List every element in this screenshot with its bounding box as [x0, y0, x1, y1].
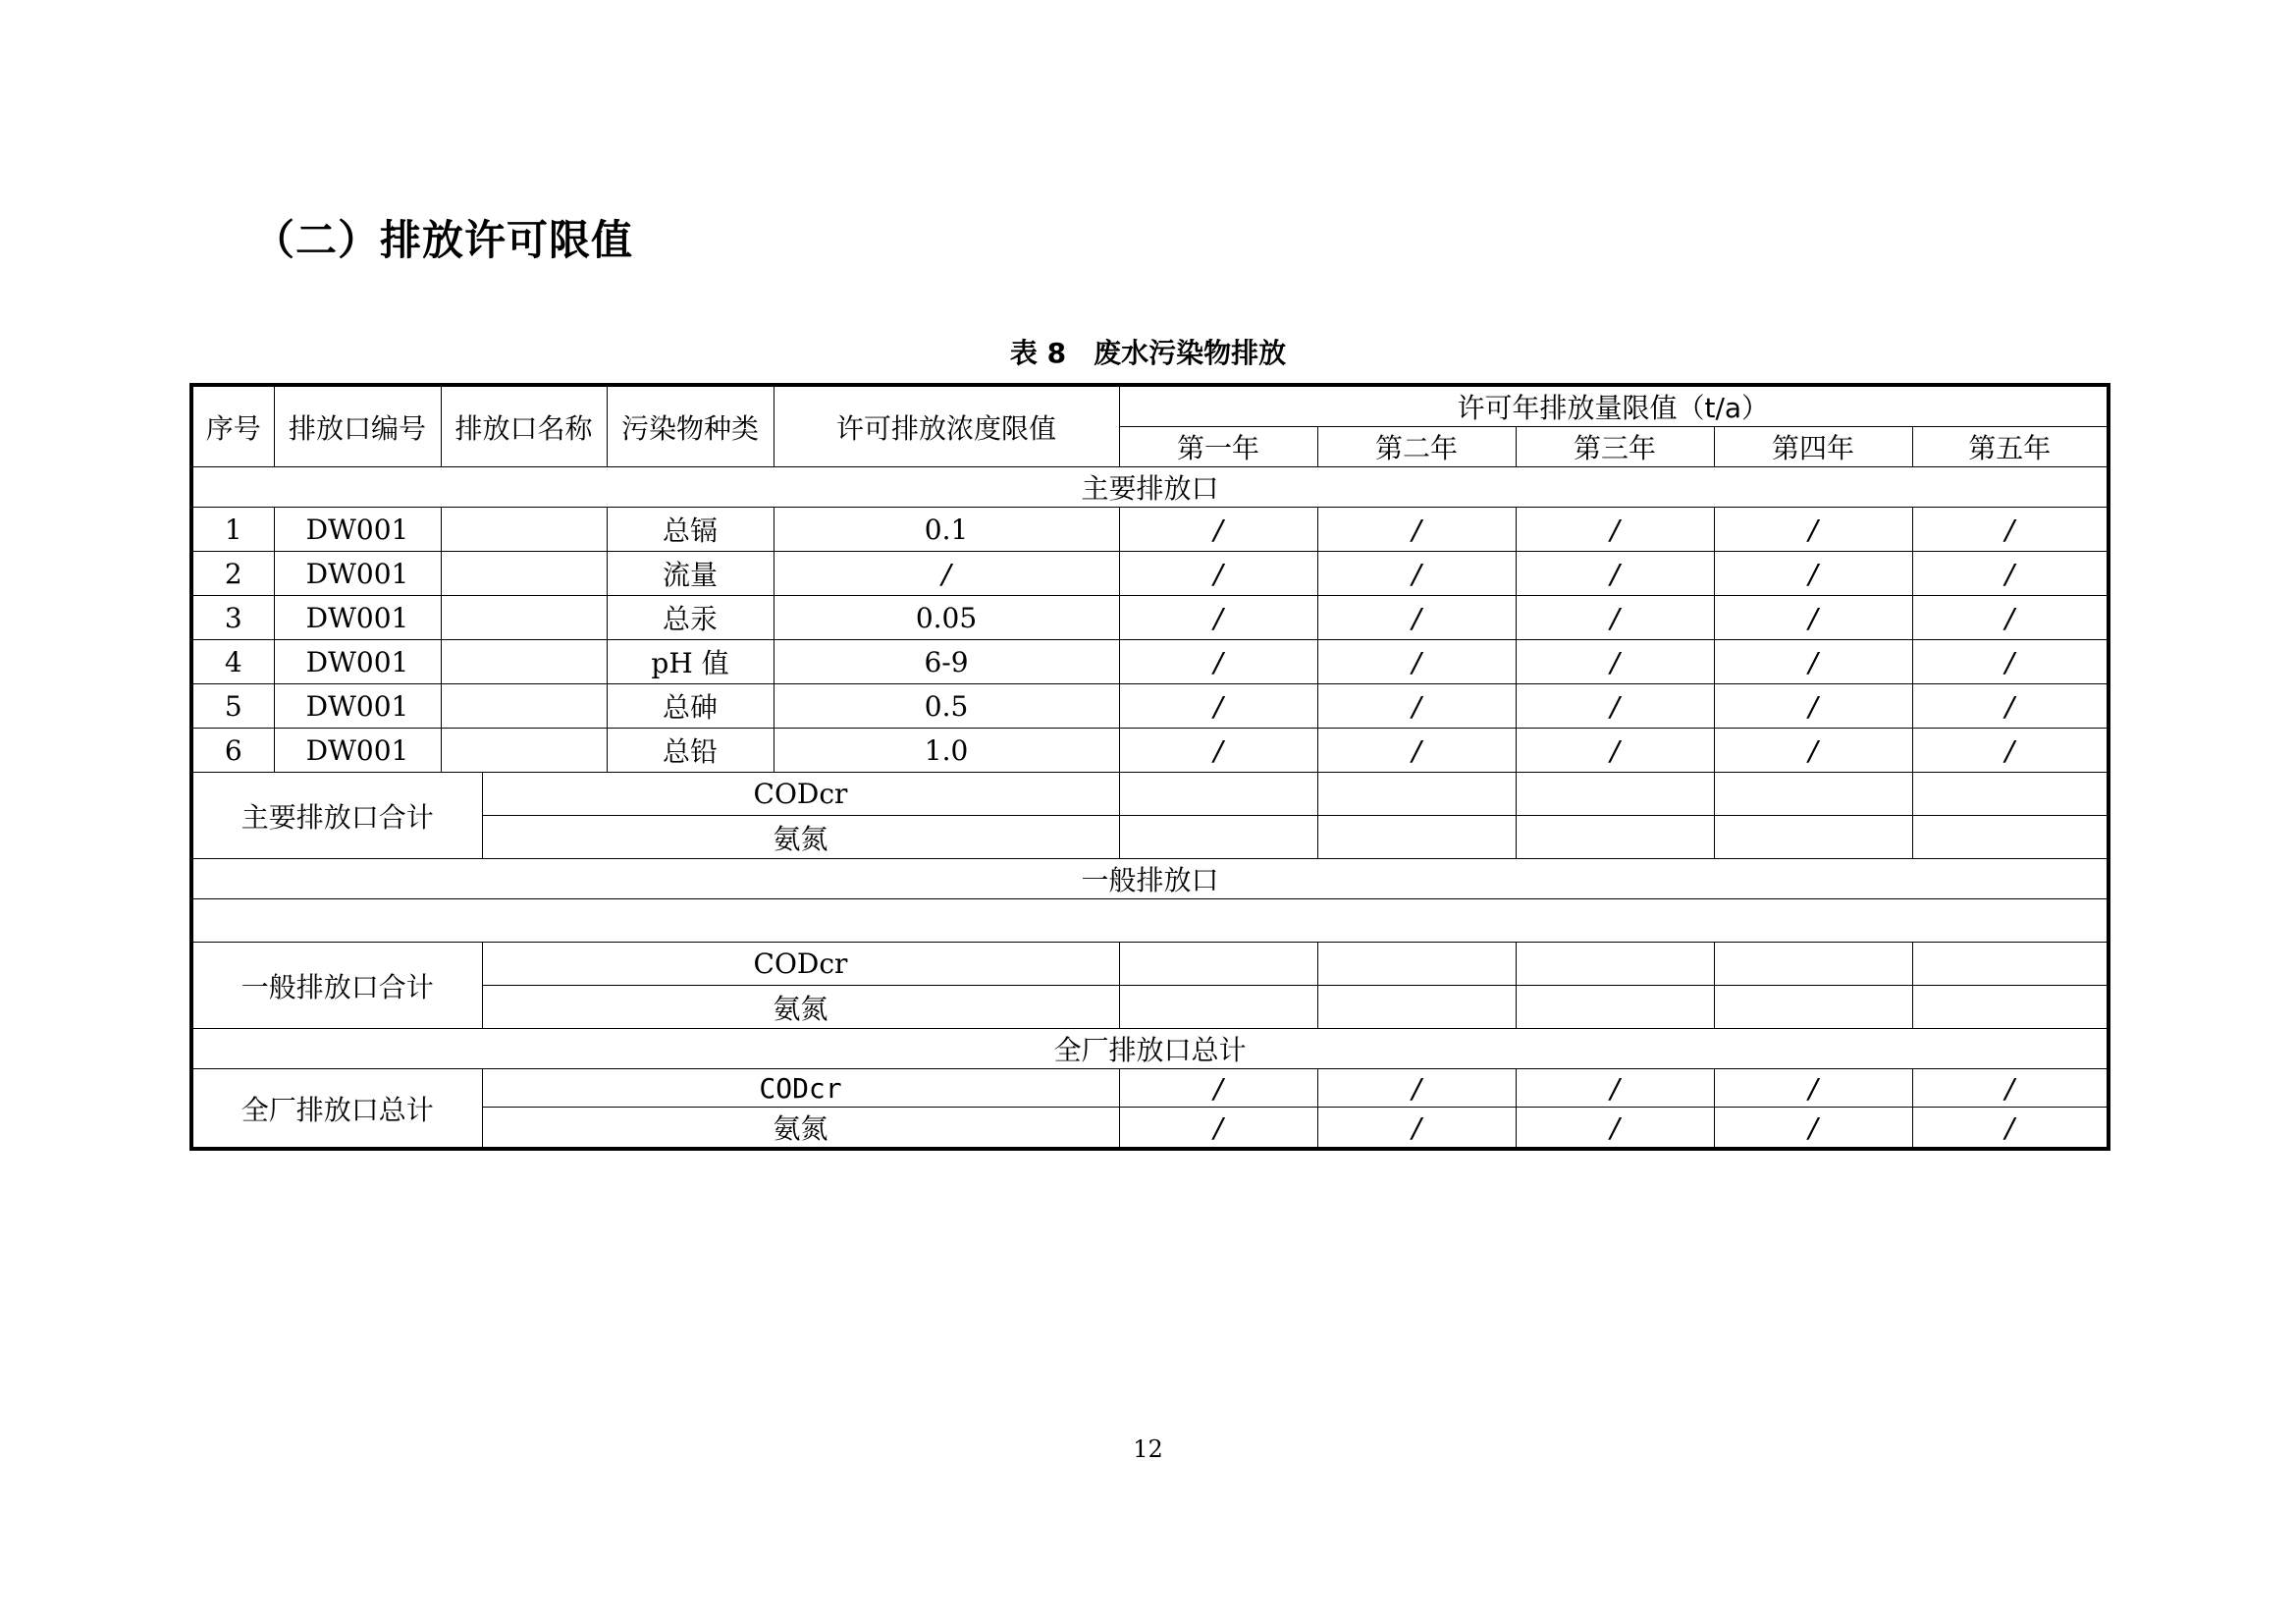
cell-year-5: /: [1912, 684, 2109, 729]
group-plant-total: 全厂排放口总计: [191, 1029, 2109, 1069]
group-main-outlet: 主要排放口: [191, 467, 2109, 508]
cell-year-2: /: [1317, 1108, 1516, 1150]
cell-outlet-code: DW001: [274, 508, 441, 552]
cell-concentration-limit: 1.0: [774, 729, 1119, 773]
table-row: [191, 684, 2109, 729]
cell-outlet-name: [441, 729, 607, 773]
table-caption-title: 废水污染物排放: [1094, 337, 1287, 369]
plant-total-label: 全厂排放口总计: [191, 1069, 482, 1150]
cell-year-4: /: [1714, 684, 1912, 729]
cell-year-2: [1317, 816, 1516, 859]
page-number: 12: [1133, 1435, 1163, 1463]
cell-year-3: /: [1516, 508, 1714, 552]
cell-seq: 3: [191, 596, 274, 640]
cell-year-5: /: [1912, 552, 2109, 596]
plant-total-cod: CODcr: [482, 1069, 1119, 1108]
cell-year-3: /: [1516, 729, 1714, 773]
main-subtotal-label: 主要排放口合计: [191, 773, 482, 859]
cell-outlet-code: DW001: [274, 640, 441, 684]
cell-year-3: [1516, 773, 1714, 816]
header-year-3: 第三年: [1516, 427, 1714, 467]
header-pollutant: 污染物种类: [607, 385, 774, 467]
cell-outlet-code: DW001: [274, 729, 441, 773]
cell-year-3: /: [1516, 596, 1714, 640]
cell-outlet-code: DW001: [274, 552, 441, 596]
table-caption: [0, 332, 2296, 371]
table-row: [191, 729, 2109, 773]
cell-concentration-limit: 6-9: [774, 640, 1119, 684]
table-row: [191, 640, 2109, 684]
cell-year-5: /: [1912, 1108, 2109, 1150]
cell-year-2: /: [1317, 552, 1516, 596]
group-row-general: [191, 859, 2109, 899]
cell-year-1: /: [1119, 508, 1317, 552]
header-outlet-code: 排放口编号: [274, 385, 441, 467]
cell-year-3: [1516, 986, 1714, 1029]
cell-year-2: /: [1317, 596, 1516, 640]
cell-concentration-limit: /: [774, 552, 1119, 596]
header-year-5: 第五年: [1912, 427, 2109, 467]
cell-outlet-name: [441, 552, 607, 596]
header-annual-limit: 许可年排放量限值（t/a）: [1119, 385, 2109, 427]
wastewater-emission-table: [189, 383, 2110, 1151]
main-subtotal-ammonia: 氨氮: [482, 816, 1119, 859]
cell-year-4: /: [1714, 596, 1912, 640]
cell-year-4: [1714, 943, 1912, 986]
subtotal-row-general-cod: [191, 943, 2109, 986]
cell-year-3: /: [1516, 1108, 1714, 1150]
cell-pollutant: 总铅: [607, 729, 774, 773]
cell-seq: 1: [191, 508, 274, 552]
cell-concentration-limit: 0.05: [774, 596, 1119, 640]
cell-outlet-name: [441, 684, 607, 729]
cell-year-1: /: [1119, 552, 1317, 596]
table-row: [191, 508, 2109, 552]
cell-year-2: /: [1317, 640, 1516, 684]
cell-year-5: /: [1912, 596, 2109, 640]
empty-row: [191, 899, 2109, 943]
cell-outlet-code: DW001: [274, 684, 441, 729]
cell-year-4: /: [1714, 729, 1912, 773]
cell-outlet-code: DW001: [274, 596, 441, 640]
cell-year-5: [1912, 986, 2109, 1029]
plant-total-ammonia: 氨氮: [482, 1108, 1119, 1150]
header-year-1: 第一年: [1119, 427, 1317, 467]
cell-year-1: [1119, 773, 1317, 816]
cell-seq: 5: [191, 684, 274, 729]
cell-year-4: /: [1714, 508, 1912, 552]
cell-year-5: /: [1912, 508, 2109, 552]
cell-pollutant: 总汞: [607, 596, 774, 640]
cell-year-5: [1912, 943, 2109, 986]
cell-year-3: /: [1516, 552, 1714, 596]
cell-year-1: /: [1119, 1069, 1317, 1108]
cell-year-5: /: [1912, 729, 2109, 773]
cell-year-1: [1119, 986, 1317, 1029]
cell-year-2: [1317, 943, 1516, 986]
general-subtotal-label: 一般排放口合计: [191, 943, 482, 1029]
cell-year-4: [1714, 986, 1912, 1029]
cell-year-2: [1317, 773, 1516, 816]
cell-pollutant: 总砷: [607, 684, 774, 729]
cell-year-4: /: [1714, 1069, 1912, 1108]
cell-year-2: [1317, 986, 1516, 1029]
cell-year-2: /: [1317, 729, 1516, 773]
cell-year-1: /: [1119, 1108, 1317, 1150]
cell-pollutant: pH 值: [607, 640, 774, 684]
section-title: （二）排放许可限值: [253, 216, 634, 264]
cell-seq: 2: [191, 552, 274, 596]
cell-year-4: [1714, 816, 1912, 859]
cell-year-4: /: [1714, 640, 1912, 684]
cell-year-2: /: [1317, 508, 1516, 552]
cell-outlet-name: [441, 640, 607, 684]
cell-year-1: [1119, 816, 1317, 859]
cell-year-1: /: [1119, 640, 1317, 684]
cell-seq: 6: [191, 729, 274, 773]
header-year-4: 第四年: [1714, 427, 1912, 467]
table-row: [191, 552, 2109, 596]
cell-year-3: /: [1516, 640, 1714, 684]
cell-year-5: /: [1912, 640, 2109, 684]
empty-cell: [191, 899, 2109, 943]
cell-seq: 4: [191, 640, 274, 684]
total-row-plant-cod: [191, 1069, 2109, 1108]
cell-outlet-name: [441, 508, 607, 552]
cell-year-3: /: [1516, 684, 1714, 729]
cell-year-3: [1516, 816, 1714, 859]
cell-year-5: [1912, 816, 2109, 859]
cell-concentration-limit: 0.5: [774, 684, 1119, 729]
cell-year-4: [1714, 773, 1912, 816]
cell-year-3: [1516, 943, 1714, 986]
cell-concentration-limit: 0.1: [774, 508, 1119, 552]
header-outlet-name: 排放口名称: [441, 385, 607, 467]
cell-pollutant: 总镉: [607, 508, 774, 552]
general-subtotal-cod: CODcr: [482, 943, 1119, 986]
cell-year-2: /: [1317, 684, 1516, 729]
group-row-plant: [191, 1029, 2109, 1069]
table-caption-number: 表 8: [1009, 337, 1067, 369]
cell-year-2: /: [1317, 1069, 1516, 1108]
cell-pollutant: 流量: [607, 552, 774, 596]
general-subtotal-ammonia: 氨氮: [482, 986, 1119, 1029]
header-concentration-limit: 许可排放浓度限值: [774, 385, 1119, 467]
subtotal-row-main-cod: [191, 773, 2109, 816]
cell-year-4: /: [1714, 552, 1912, 596]
cell-year-1: /: [1119, 596, 1317, 640]
group-general-outlet: 一般排放口: [191, 859, 2109, 899]
cell-year-1: /: [1119, 684, 1317, 729]
main-subtotal-cod: CODcr: [482, 773, 1119, 816]
cell-outlet-name: [441, 596, 607, 640]
cell-year-1: /: [1119, 729, 1317, 773]
cell-year-5: /: [1912, 1069, 2109, 1108]
cell-year-1: [1119, 943, 1317, 986]
header-year-2: 第二年: [1317, 427, 1516, 467]
header-row: [191, 385, 2109, 427]
group-row-main: [191, 467, 2109, 508]
cell-year-3: /: [1516, 1069, 1714, 1108]
cell-year-4: /: [1714, 1108, 1912, 1150]
header-seq: 序号: [191, 385, 274, 467]
table-row: [191, 596, 2109, 640]
cell-year-5: [1912, 773, 2109, 816]
